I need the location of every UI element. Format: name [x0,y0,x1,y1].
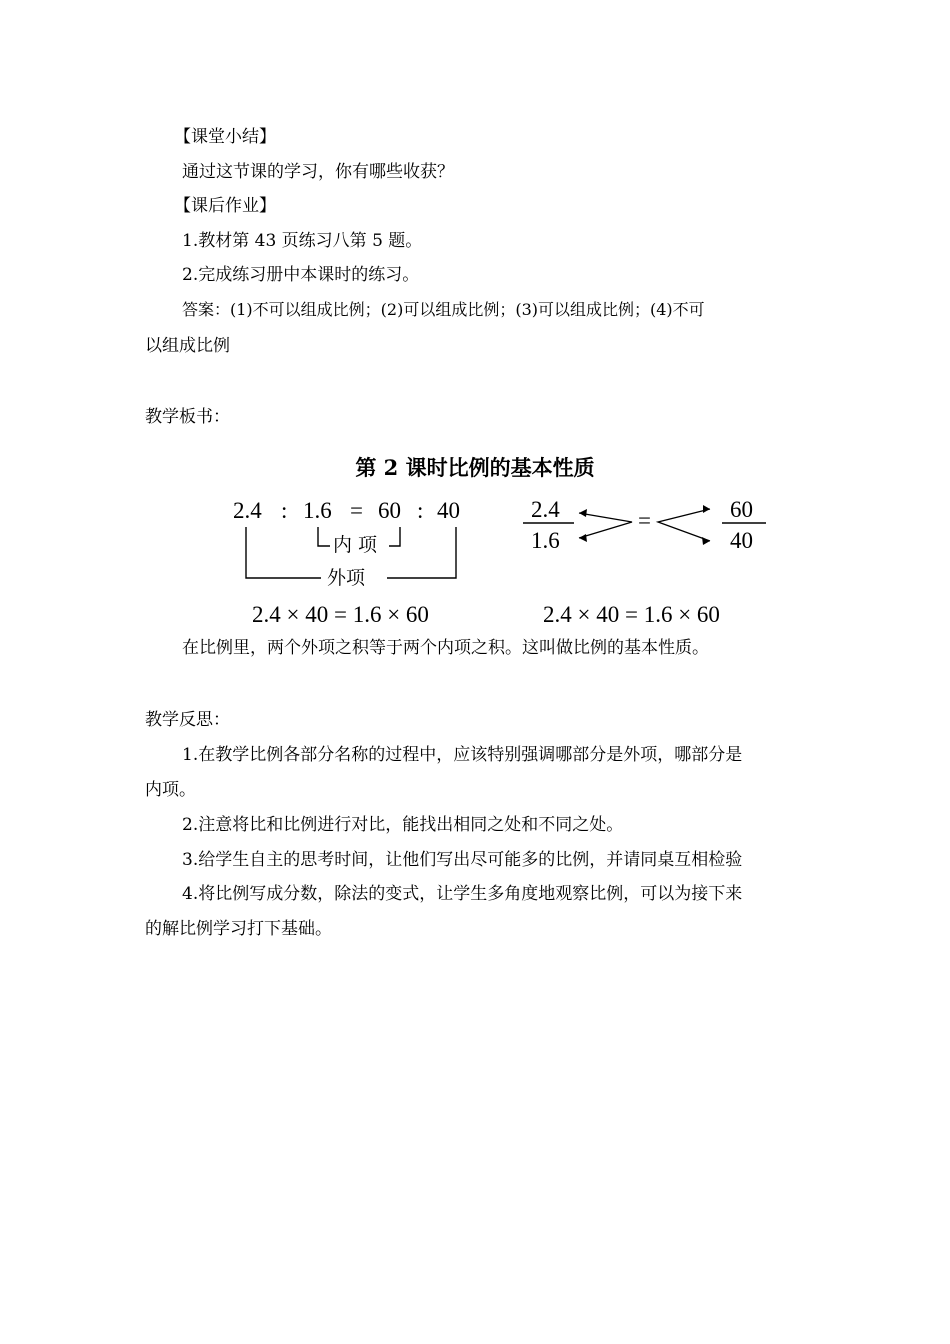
board-property: 在比例里，两个外项之积等于两个内项之积。这叫做比例的基本性质。 [182,638,709,658]
summary-heading: 【课堂小结】 [174,127,276,147]
ratio-colon-1: : [281,498,288,523]
arrowhead-left-bottom [579,534,587,542]
reflection-item-1-line-1: 1.在教学比例各部分名称的过程中，应该特别强调哪部分是外项，哪部分是 [182,745,743,765]
reflection-label: 教学反思： [145,710,230,730]
inner-label: 内 项 [333,534,378,556]
summary-question: 通过这节课的学习，你有哪些收获？ [182,162,454,182]
ratio-term-b: 1.6 [303,498,332,523]
fraction-right-denominator: 40 [730,528,753,553]
arrowhead-right-top [703,505,710,513]
reflection-item-4-line-1: 4.将比例写成分数，除法的变式，让学生多角度地观察比例，可以为接下来 [182,884,743,904]
ratio-equals: = [350,498,363,523]
arrowhead-right-bottom [702,537,710,545]
board-label: 教学板书： [145,407,230,427]
cross-arrow-left [579,513,632,538]
outer-bracket-left [246,527,321,578]
homework-item-2: 2.完成练习册中本课时的练习。 [182,265,420,285]
reflection-item-1-line-2: 内项。 [145,780,196,800]
homework-answer-line-1: 答案：(1)不可以组成比例；(2)可以组成比例；(3)可以组成比例；(4)不可 [182,300,705,319]
homework-heading: 【课后作业】 [174,196,276,216]
fraction-left-denominator: 1.6 [531,528,560,553]
arrowhead-left-top [579,509,587,517]
homework-answer-line-2: 以组成比例 [145,336,230,356]
ratio-colon-2: : [417,498,424,523]
fraction-equals: = [638,508,651,533]
reflection-item-3: 3.给学生自主的思考时间，让他们写出尽可能多的比例，并请同桌互相检验 [182,850,743,870]
inner-bracket-right [389,527,400,546]
equation-right: 2.4 × 40 = 1.6 × 60 [543,602,720,627]
cross-arrow-right [658,509,710,541]
homework-item-1: 1.教材第 43 页练习八第 5 题。 [182,231,423,251]
equation-left: 2.4 × 40 = 1.6 × 60 [252,602,429,627]
inner-bracket-left [318,527,330,546]
ratio-term-a: 2.4 [233,498,262,523]
reflection-item-4-line-2: 的解比例学习打下基础。 [145,919,332,939]
fraction-right-numerator: 60 [730,497,753,522]
outer-label: 外项 [327,567,366,589]
ratio-term-c: 60 [378,498,401,523]
ratio-term-d: 40 [437,498,460,523]
fraction-left-numerator: 2.4 [531,497,560,522]
board-title: 第 2 课时比例的基本性质 [355,455,595,480]
reflection-item-2: 2.注意将比和比例进行对比，能找出相同之处和不同之处。 [182,815,624,835]
outer-bracket-right [387,527,456,578]
